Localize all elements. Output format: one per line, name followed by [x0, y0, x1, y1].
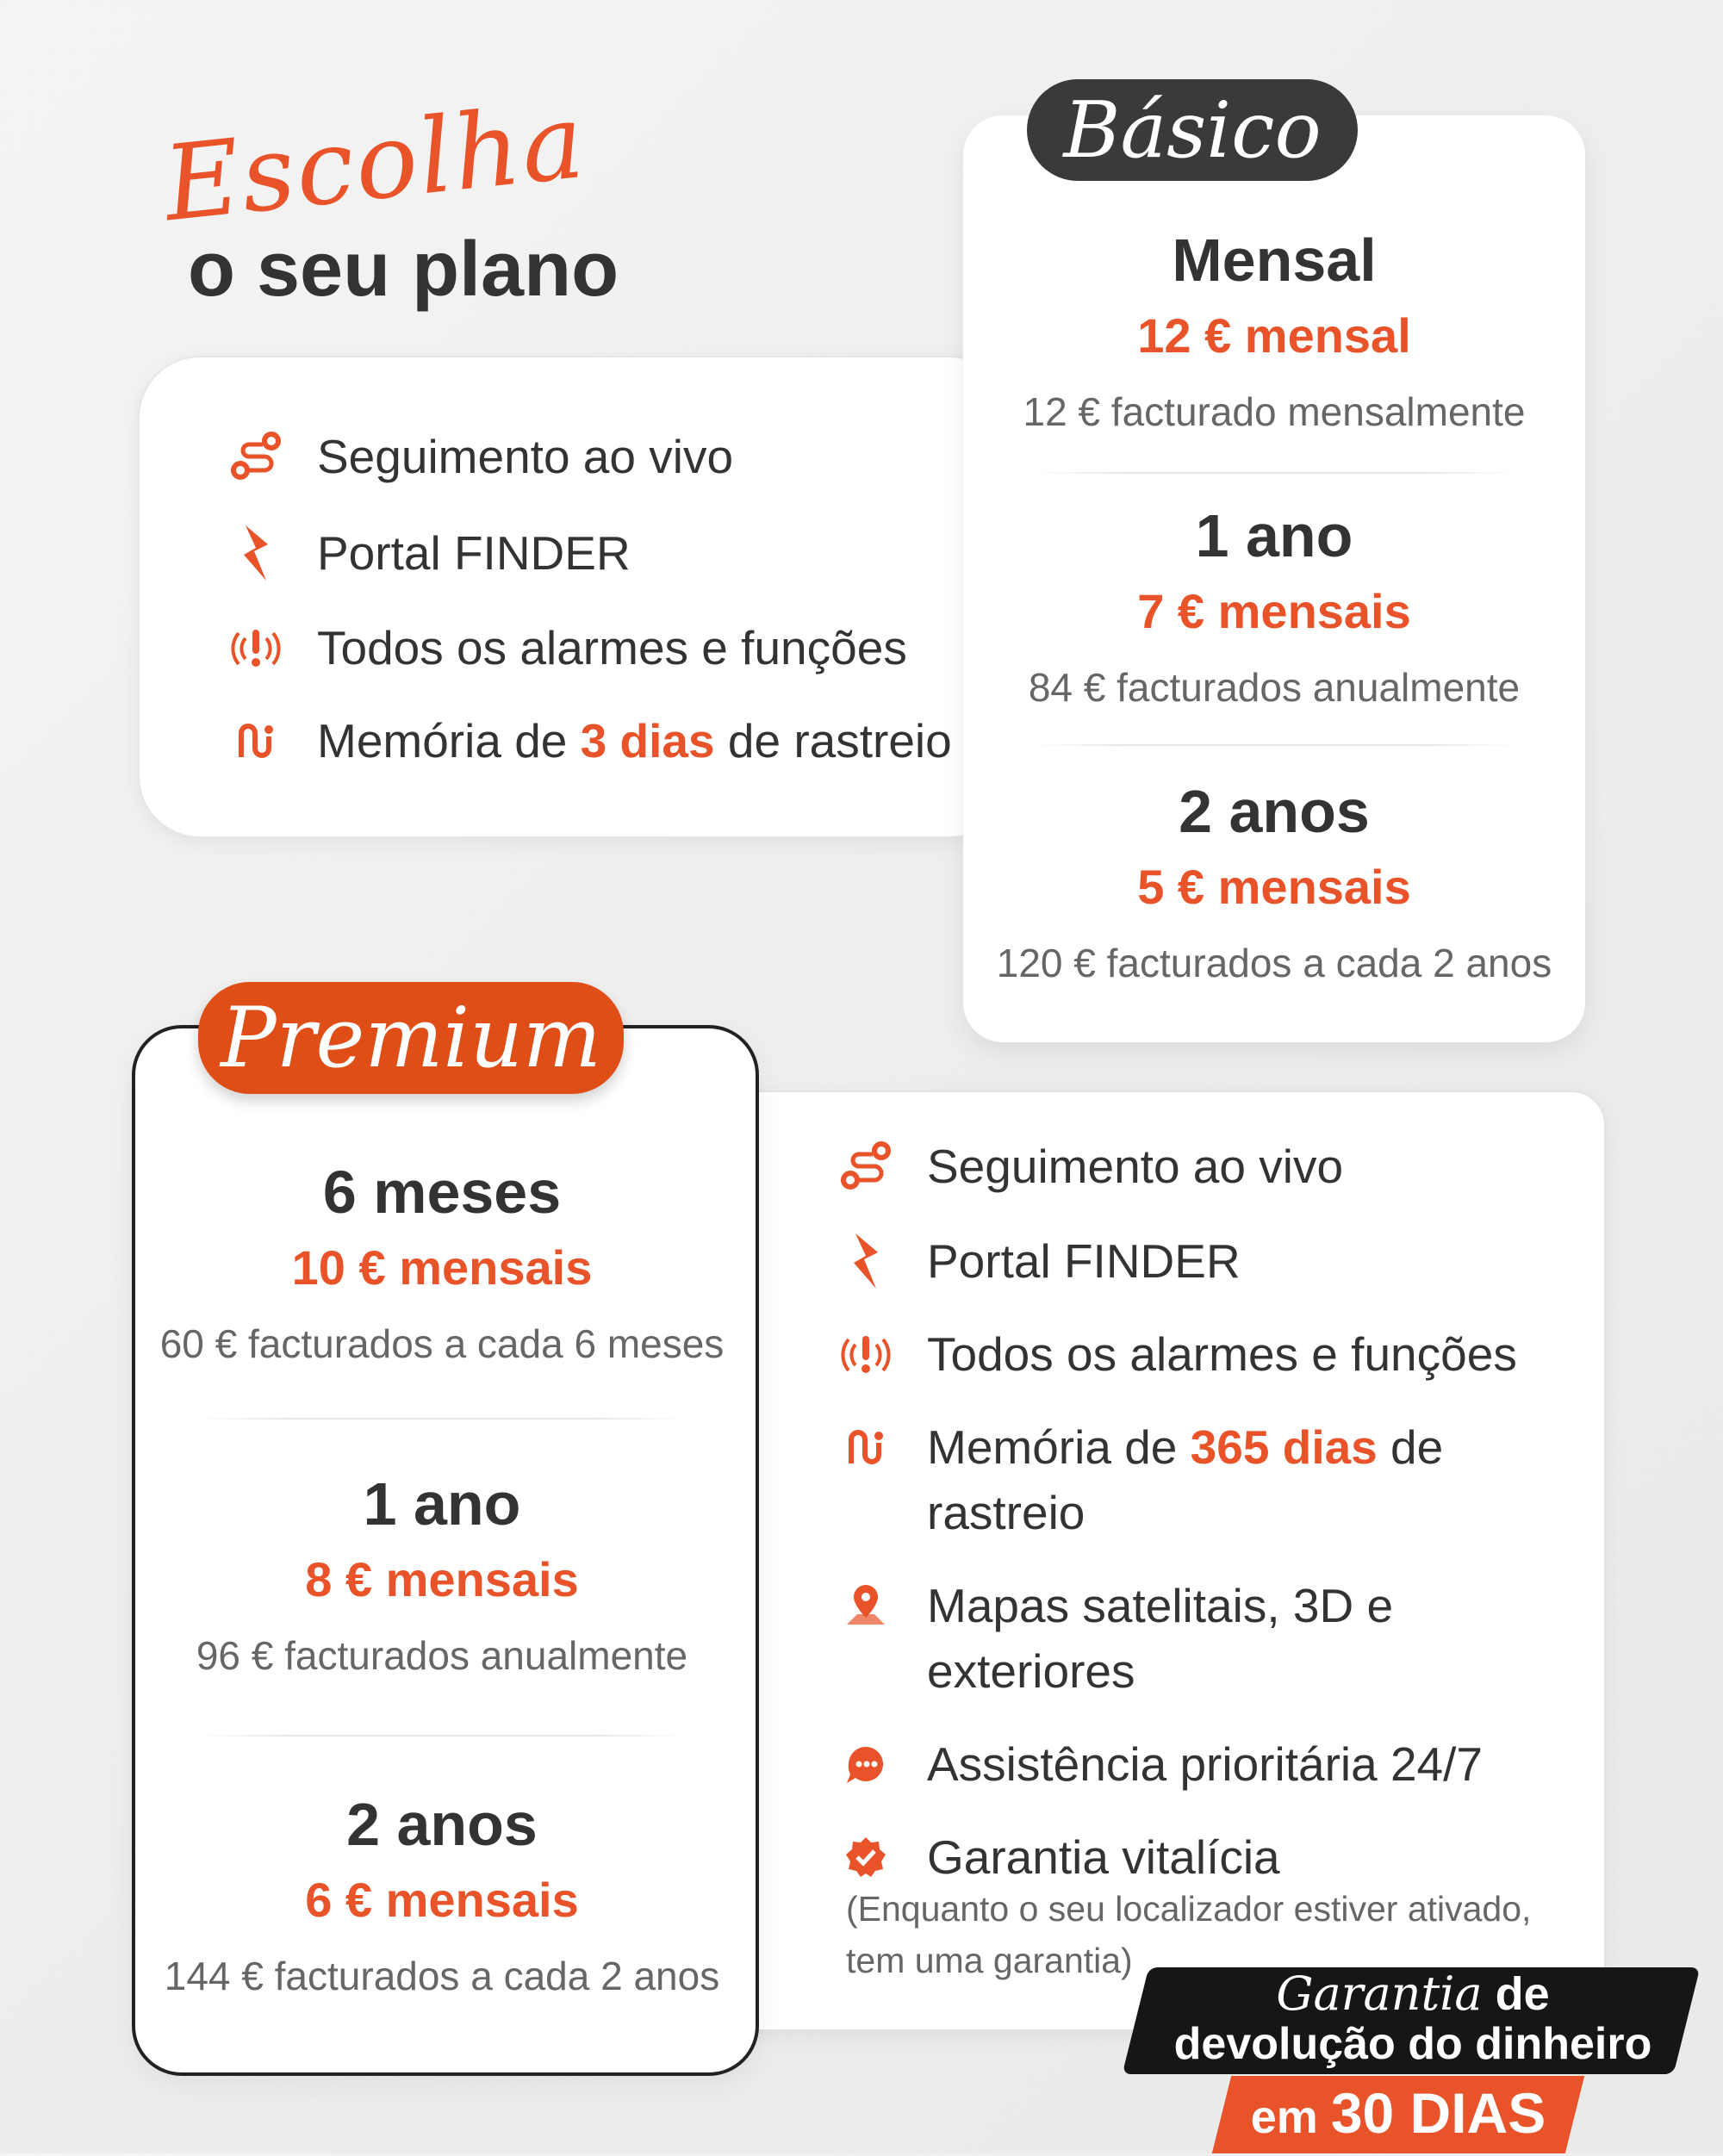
heading-script: Escolha	[159, 81, 591, 245]
plan-billing-note: 120 € facturados a cada 2 anos	[996, 941, 1552, 985]
finder-logo-icon	[226, 520, 286, 586]
guarantee-script-word: Garantia	[1276, 1966, 1483, 2021]
plan-price: 8 € mensais	[305, 1552, 579, 1606]
alarm-icon	[226, 615, 286, 680]
plan-title: 1 ano	[363, 1470, 521, 1538]
feature-label: Memória de	[317, 714, 581, 767]
support-chat-icon	[836, 1731, 896, 1797]
guarantee-days: 30 DIAS	[1330, 2081, 1546, 2145]
guarantee-word-de: de	[1482, 1968, 1550, 2020]
plan-price: 5 € mensais	[1137, 860, 1411, 914]
divider	[1034, 744, 1516, 746]
track-history-icon	[226, 708, 286, 774]
feature-label: Seguimento ao vivo	[317, 430, 734, 483]
plan-price: 10 € mensais	[291, 1240, 593, 1295]
basic-feature-live-tracking	[226, 424, 733, 489]
plan-billing-note: 96 € facturados anualmente	[196, 1633, 688, 1678]
guarantee-line3	[1222, 2074, 1575, 2156]
premium-feature-memory	[836, 1414, 1443, 1545]
plan-billing-note: 60 € facturados a cada 6 meses	[159, 1321, 725, 1366]
plan-price: 12 € mensal	[1137, 308, 1411, 363]
basic-feature-alarms	[226, 615, 907, 680]
premium-feature-live-tracking	[836, 1134, 1343, 1199]
premium-feature-support	[836, 1731, 1483, 1797]
plan-title: 6 meses	[322, 1159, 562, 1226]
plan-billing-note: 144 € facturados a cada 2 anos	[164, 1954, 720, 1998]
premium-feature-maps	[836, 1573, 1393, 1704]
feature-label: Assistência prioritária 24/7	[927, 1737, 1484, 1791]
plan-title: 2 anos	[1179, 778, 1370, 845]
plan-price: 6 € mensais	[305, 1873, 579, 1927]
plan-title: 2 anos	[346, 1791, 538, 1858]
finder-logo-icon	[836, 1228, 896, 1294]
alarm-icon	[836, 1321, 896, 1387]
feature-label: Seguimento ao vivo	[927, 1140, 1344, 1193]
feature-label: de	[1377, 1420, 1444, 1474]
feature-label: Todos os alarmes e funções	[927, 1327, 1517, 1381]
basic-feature-portal	[226, 520, 631, 586]
premium-feature-warranty	[836, 1824, 1280, 1890]
premium-feature-alarms	[836, 1321, 1517, 1387]
plan-billing-note: 84 € facturados anualmente	[1028, 665, 1521, 710]
feature-label: Garantia vitalícia	[927, 1830, 1280, 1884]
premium-plan-6-months[interactable]	[132, 1158, 752, 1370]
divider	[198, 1735, 686, 1737]
divider	[1034, 472, 1516, 474]
premium-badge: Premium	[198, 982, 624, 1094]
basic-plan-2-years[interactable]	[963, 777, 1585, 989]
route-icon	[226, 424, 286, 489]
premium-feature-portal	[836, 1228, 1241, 1294]
track-history-icon	[836, 1414, 896, 1480]
feature-label: Mapas satelitais, 3D e	[927, 1579, 1394, 1632]
route-icon	[836, 1134, 896, 1199]
basic-plan-1-year[interactable]	[963, 501, 1585, 713]
guarantee-prefix: em	[1250, 2091, 1331, 2143]
guarantee-banner-text	[1146, 1966, 1680, 2069]
feature-label: de rastreio	[714, 714, 952, 767]
feature-label: Portal FINDER	[317, 526, 631, 580]
warranty-badge-icon	[836, 1824, 896, 1890]
feature-label: Memória de	[927, 1420, 1191, 1474]
basic-feature-memory	[226, 708, 952, 774]
memory-days-highlight: 365 dias	[1190, 1420, 1378, 1474]
plan-price: 7 € mensais	[1137, 584, 1411, 638]
feature-label: Portal FINDER	[927, 1234, 1241, 1288]
feature-label: rastreio	[927, 1486, 1085, 1539]
basic-plan-monthly[interactable]	[963, 226, 1585, 438]
feature-label: exteriores	[927, 1644, 1135, 1698]
page-title: o seu plano	[188, 227, 619, 313]
plan-title: 1 ano	[1195, 502, 1353, 569]
divider	[198, 1418, 686, 1420]
feature-label: Todos os alarmes e funções	[317, 621, 907, 674]
premium-plan-2-years[interactable]	[132, 1790, 752, 2002]
plan-title: Mensal	[1172, 227, 1377, 294]
premium-plan-1-year[interactable]	[132, 1469, 752, 1681]
plan-billing-note: 12 € facturado mensalmente	[1023, 389, 1526, 434]
basic-badge: Básico	[1027, 79, 1358, 181]
guarantee-line2: devolução do dinheiro	[1173, 2019, 1652, 2069]
memory-days-highlight: 3 dias	[580, 714, 715, 767]
map-pin-icon	[836, 1573, 896, 1638]
warranty-note: (Enquanto o seu localizador estiver ativado, tem uma garantia)	[846, 1889, 1532, 1980]
